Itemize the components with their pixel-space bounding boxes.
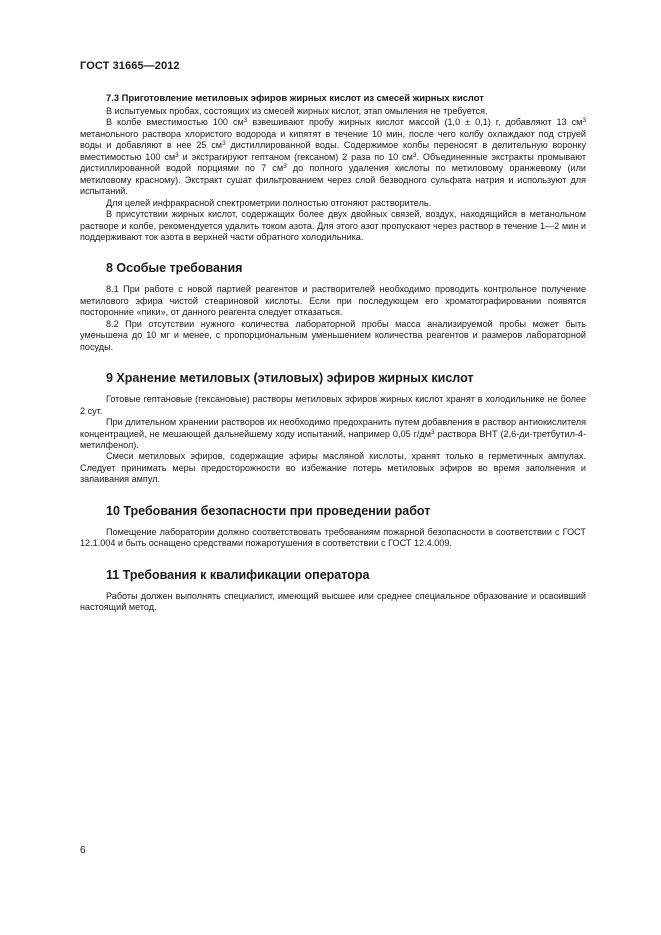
paragraph-8-2: 8.2 При отсутствии нужного количества лабораторной пробы масса анализируемой пробы может быть уменьшена до 10 мг и менее, с пропорциональным уменьшением количества реагентов и размеров лабораторной посуды. xyxy=(80,318,586,352)
paragraph-9-1: Готовые гептановые (гексановые) растворы метиловых эфиров жирных кислот хранят в холодильнике не более 2 сут. xyxy=(80,394,586,416)
document-header: ГОСТ 31665—2012 xyxy=(80,60,180,72)
paragraph-7-3-4: В присутствии жирных кислот, содержащих более двух двойных связей, воздух, находящийся в метанольном растворе и колбе, рекомендуется удалить током азота. Для этого азот пропускают через раствор в течение 1—2 мин и поддерживают ток азота в верхней части обратного холодильника. xyxy=(80,209,586,242)
subsection-7-3-title: 7.3 Приготовление метиловых эфиров жирных кислот из смесей жирных кислот xyxy=(106,92,484,103)
section-11-title: 11 Требования к квалификации оператора xyxy=(106,567,370,582)
document-body xyxy=(80,92,586,614)
paragraph-7-3-2: В колбе вместимостью 100 $см^3$ взвешивают пробу жирных кислот массой (1,0 ± 0,1) г, добавляют 13 $см^3$ метанольного раствора хлористого водорода и кипятят в течение 10 мин, после чего колбу охлаждают под струей воды и добавляют в нее 25 $см^3$ дистиллированной воды. Содержимое колбы переносят в делительную воронку вместимостью 100 $см^3$ и экстрагируют гептаном (гексаном) 2 раза по 10 $см^3$. Объединенные экстракты промывают дистиллированной водой порциями по 7 $см^3$ до полного удаления кислоты по метиловому оранжевому (или метиловому красному). Экстракт сушат фильтрованием через слой безводного сульфата натрия и используют для испытаний. xyxy=(80,117,587,197)
section-8-title: 8 Особые требования xyxy=(106,261,243,276)
page-number: 6 xyxy=(80,845,86,856)
paragraph-10-1: Помещение лаборатории должно соответствовать требованиям пожарной безопасности в соответствии с ГОСТ 12.1.004 и быть оснащено средствами пожаротушения в соответствии с ГОСТ 12.4.009. xyxy=(80,526,586,549)
paragraph-8-1: 8.1 При работе с новой партией реагентов и растворителей необходимо проводить контрольное получение метилового эфира чистой стеариновой кислоты. Если при последующем его хроматографировании появятся посторонние «пики», от данного реагента следует отказаться. xyxy=(80,284,586,318)
paragraph-9-2: При длительном хранении растворов их необходимо предохранить путем добавления в раствор антиокислителя концентрацией, не мешающей дальнейшему ходу испытаний, например 0,05 $г/дм^3$ раствора ВНТ (2,6-ди-третбутил-4-метилфенол). xyxy=(80,417,586,450)
paragraph-9-3: Смеси метиловых эфиров, содержащие эфиры масляной кислоты, хранят только в герметичных ампулах. Следует принимать меры предосторожности во избежание потерь метиловых эфиров во время заполнения и запаивания ампул. xyxy=(80,451,586,485)
section-10-title: 10 Требования безопасности при проведении работ xyxy=(106,503,431,518)
paragraph-11-1: Работы должен выполнять специалист, имеющий высшее или среднее специальное образование и освоивший настоящий метод. xyxy=(80,590,586,613)
paragraph-7-3-1: В испытуемых пробах, состоящих из смесей жирных кислот, этап омыления не требуется. xyxy=(106,106,488,116)
section-9-title: 9 Хранение метиловых (этиловых) эфиров жирных кислот xyxy=(106,371,474,386)
paragraph-7-3-3: Для целей инфракрасной спектрометрии полностью отгоняют растворитель. xyxy=(106,197,432,208)
